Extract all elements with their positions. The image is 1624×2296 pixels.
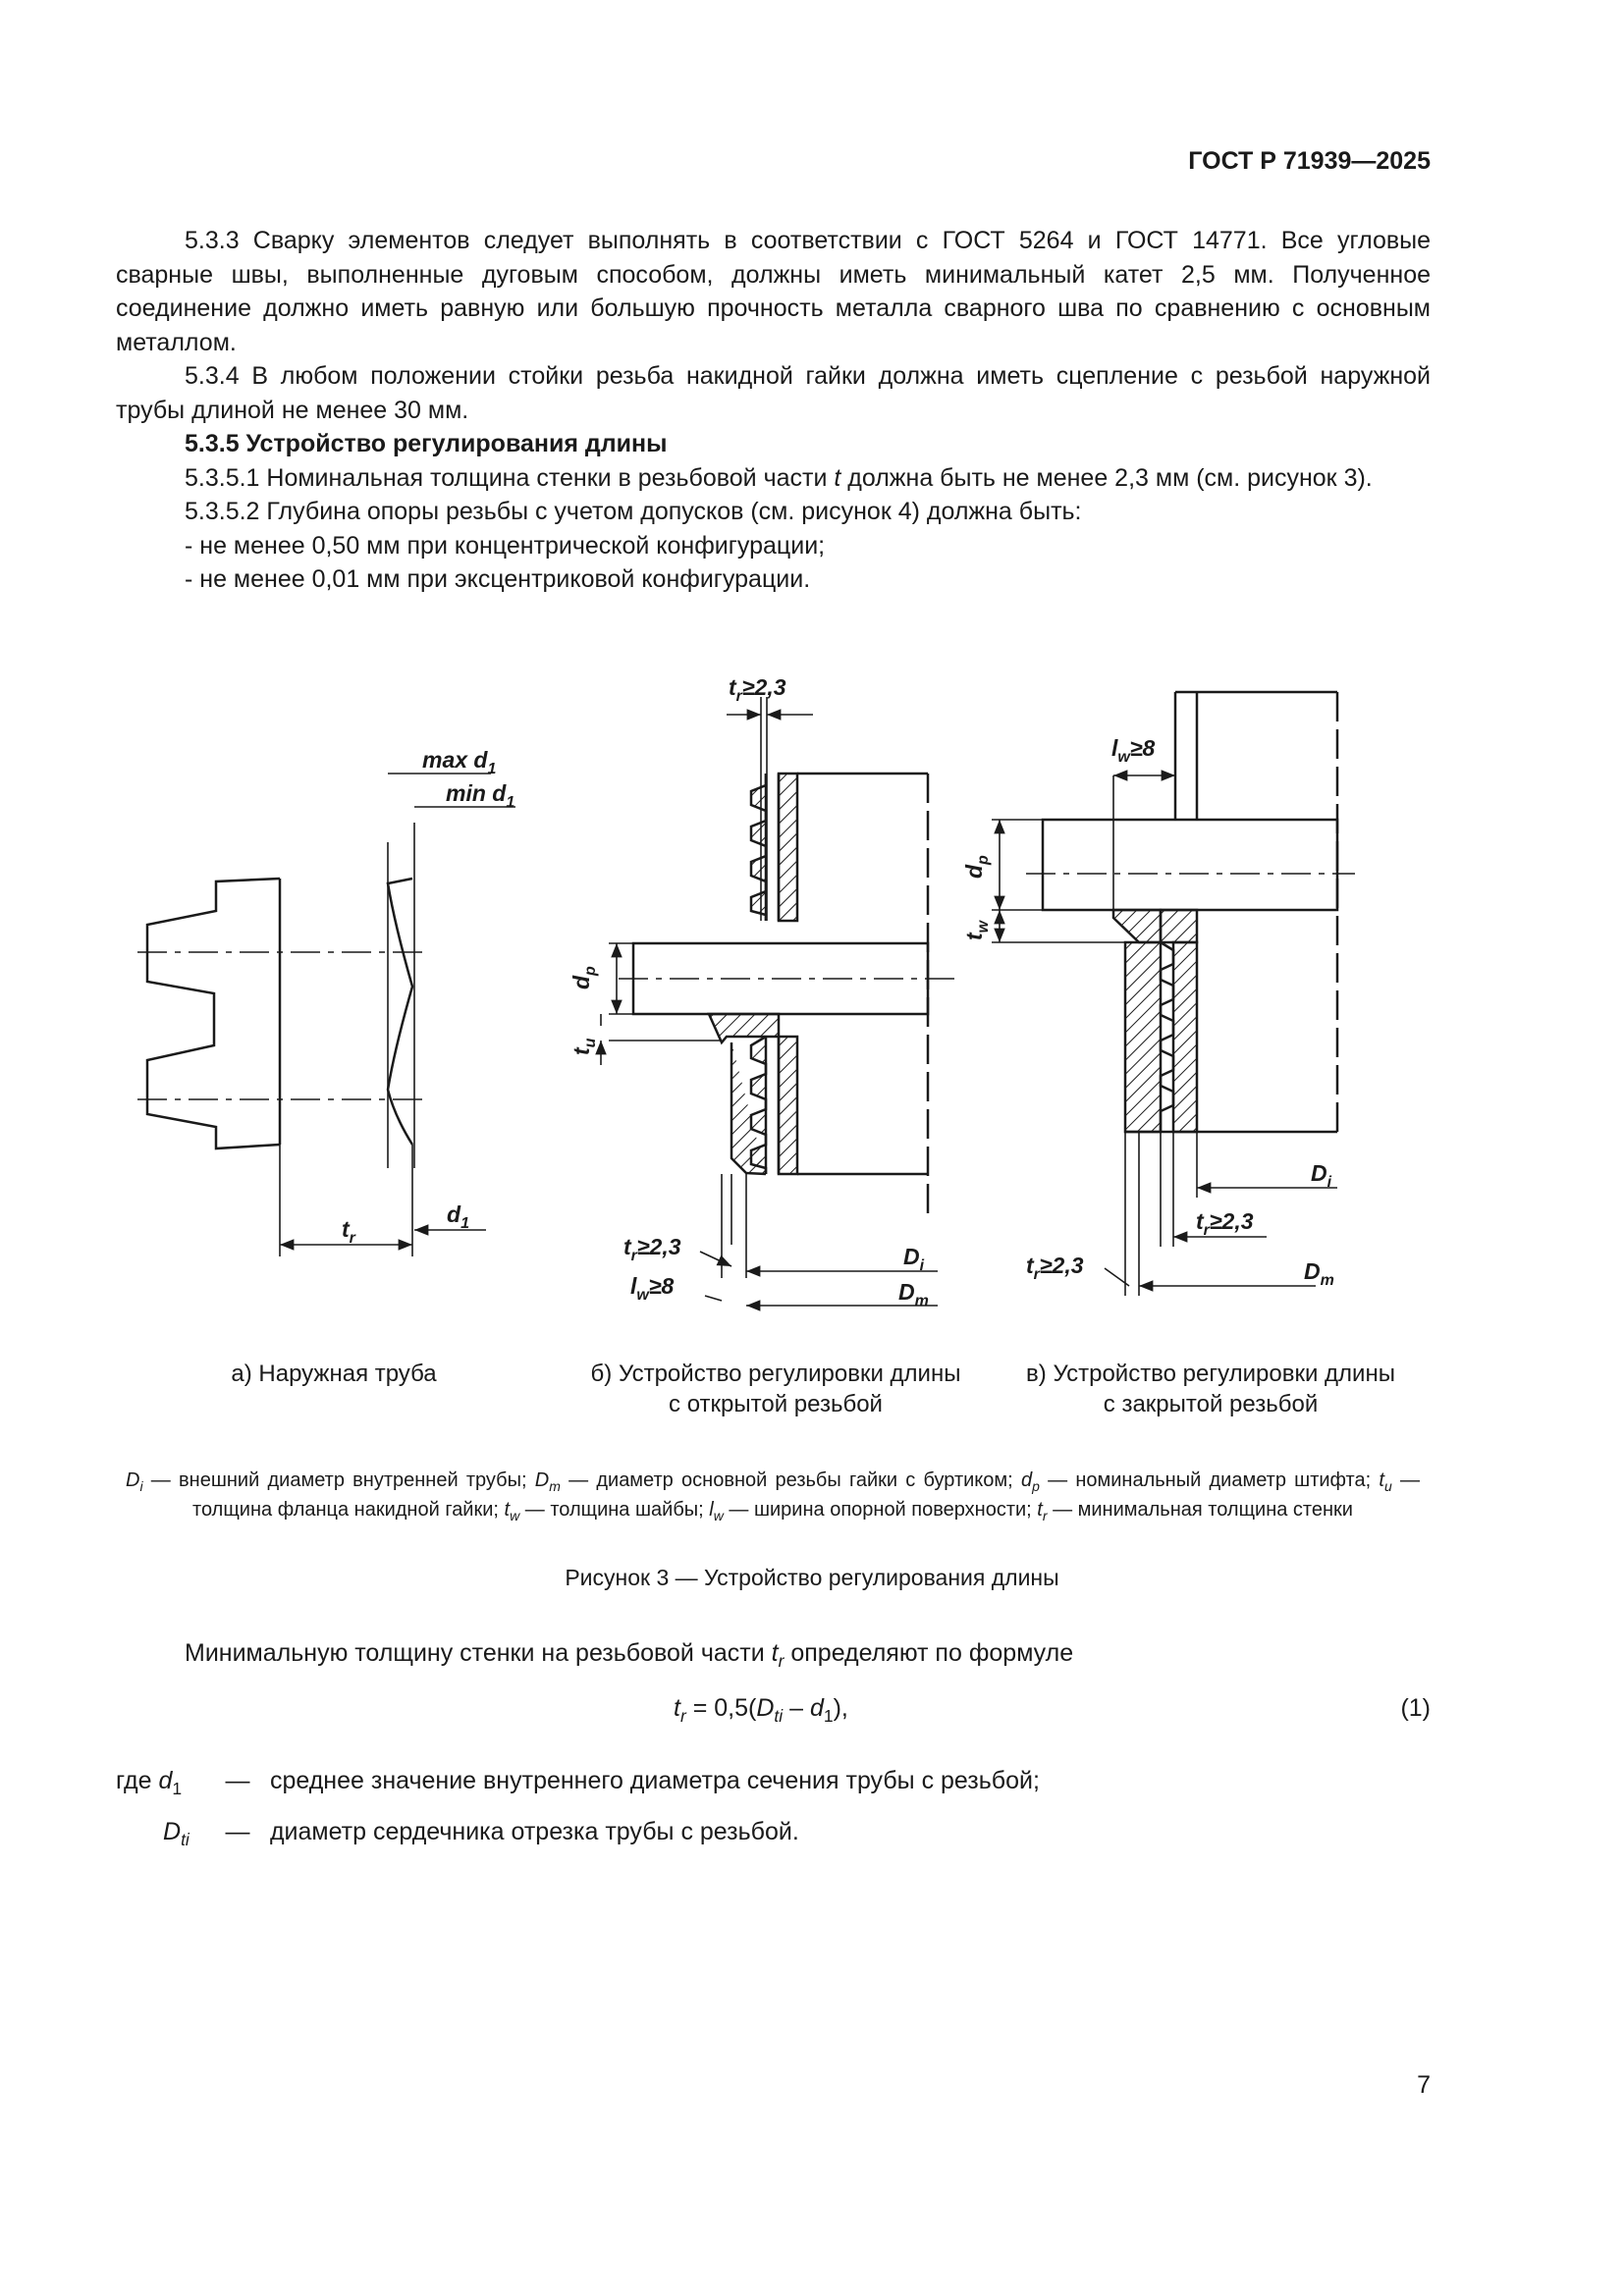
list-item-1: - не менее 0,50 мм при концентрической конфигурации; <box>185 531 826 560</box>
body-text <box>116 224 1431 597</box>
label-Dm-b: $D_m$ <box>898 1279 929 1309</box>
document-header: ГОСТ Р 71939—2025 <box>1188 147 1431 175</box>
page-number: 7 <box>1417 2071 1431 2099</box>
formula-intro: Минимальную толщину стенки на резьбовой части $t_r$ определяют по формуле <box>185 1639 1074 1671</box>
figure-a-outer-pipe <box>137 774 515 1256</box>
formula-1: $t_r = 0,5(D_{ti} - d_1)$, <box>674 1694 848 1726</box>
nut-flange-b <box>709 1014 779 1042</box>
formula-definitions <box>116 1759 1040 1861</box>
washer-c <box>1113 910 1161 942</box>
figure-caption: Рисунок 3 — Устройство регулирования длины <box>565 1565 1059 1590</box>
formula-number: (1) <box>1400 1694 1431 1722</box>
thread-root-curve <box>388 879 412 1145</box>
label-Di-b: $D_i$ <box>903 1244 925 1274</box>
nut-thread-upper <box>751 774 766 921</box>
subcaption-c: в) Устройство регулировки длины с закрытой резьбой <box>1026 1361 1395 1417</box>
label-tr-b-top: $t_r\ge 2,3$ <box>729 674 786 705</box>
figure-b-open-thread <box>601 697 957 1306</box>
label-Di-c: $D_i$ <box>1311 1160 1332 1191</box>
thread-c <box>1161 942 1173 1132</box>
label-dp-b: $d_p$ <box>568 966 599 989</box>
label-max-d1: $\max d_1$ <box>422 747 497 777</box>
subcaption-b: б) Устройство регулировки длины с открытой резьбой <box>590 1361 961 1417</box>
nut-body-c <box>1125 942 1161 1132</box>
paragraph-5-3-4: 5.3.4 В любом положении стойки резьба накидной гайки должна иметь сцепление с резьбой наружной трубы длиной не менее 30 мм. <box>116 362 1431 424</box>
p4-var-t: t <box>834 463 841 492</box>
p4-text-a: 5.3.5.1 Номинальная толщина стенки в резьбовой части <box>185 463 835 492</box>
subcaption-a: а) Наружная труба <box>231 1361 437 1387</box>
definition-d1: где $d_1$ — среднее значение внутреннего диаметра сечения трубы с резьбой; <box>116 1767 1040 1798</box>
label-tr-b-bottom: $t_r\ge 2,3$ <box>623 1234 681 1264</box>
label-d1-a: $d_1$ <box>447 1201 469 1232</box>
inner-pipe-hatch-lower <box>779 1037 797 1174</box>
figure-legend: $D_i$ — внешний диаметр внутренней трубы; $D_m$ — диаметр основной резьбы гайки с буртиком; $d_p$ — номинальный диаметр штифта; $t_u$ — толщина фланца накидной гайки; $t_w$ — толщина шайбы; $l_w$ — ширина опорной поверхности; $t_r$ — минимальная толщина стенки <box>126 1469 1420 1523</box>
label-lw-b: $l_w\ge 8$ <box>630 1273 675 1304</box>
paragraph-5-3-5-2: 5.3.5.2 Глубина опоры резьбы с учетом допусков (см. рисунок 4) должна быть: <box>185 498 1082 525</box>
inner-pipe-hatch-upper <box>779 774 797 921</box>
paragraph-5-3-3: 5.3.3 Сварку элементов следует выполнять в соответствии с ГОСТ 5264 и ГОСТ 14771. Все угловые сварные швы, выполненные дуговым способом, должны иметь минимальный катет 2,5 мм. Полученное соединение должно иметь равную или большую прочность металла сварного шва по сравнению с основным металлом. <box>116 227 1431 356</box>
label-Dm-c: $D_m$ <box>1304 1258 1334 1289</box>
label-dp-c: $d_p$ <box>961 855 992 879</box>
figure-3-drawing <box>0 658 1624 1325</box>
list-item-2: - не менее 0,01 мм при эксцентриковой конфигурации. <box>185 565 811 593</box>
thread-profile-a <box>147 879 280 1148</box>
label-tu-b: $t_u$ <box>568 1038 599 1055</box>
definition-Dti: $D_{ti}$ — диаметр сердечника отрезка трубы с резьбой. <box>163 1818 799 1849</box>
label-tw-c: $t_w$ <box>961 920 992 940</box>
paragraph-5-3-5-1 <box>116 461 1431 496</box>
label-tr-c-right: $t_r\ge 2,3$ <box>1196 1208 1254 1239</box>
pin-c <box>1043 820 1337 910</box>
p4-text-b: должна быть не менее 2,3 мм (см. рисунок 3). <box>840 463 1373 492</box>
label-min-d1: $\min d_1$ <box>446 780 515 811</box>
figure-c-closed-thread <box>992 692 1355 1296</box>
label-tr-c-left: $t_r\ge 2,3$ <box>1026 1253 1084 1283</box>
section-heading-5-3-5: 5.3.5 Устройство регулирования длины <box>185 430 668 457</box>
label-tr-a: $t_r$ <box>342 1216 355 1247</box>
label-lw-c: $l_w\ge 8$ <box>1111 735 1156 766</box>
